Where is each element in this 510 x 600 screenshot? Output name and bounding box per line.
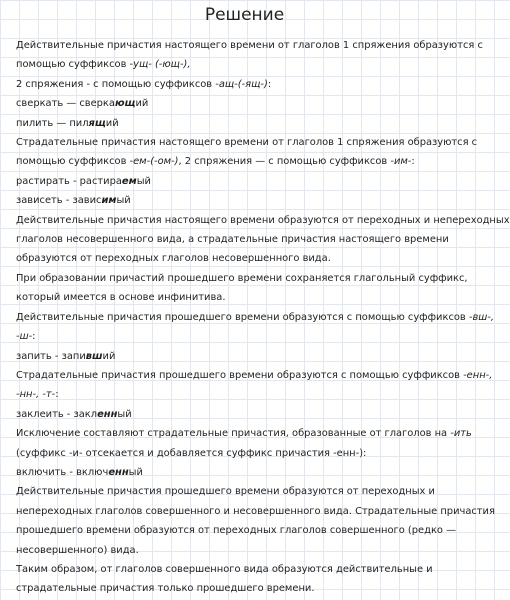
text-segment: Действительные причастия настоящего времени от глаголов 1 спряжения образуются с [16, 40, 483, 51]
text-segment: : [267, 78, 272, 90]
text-segment: Страдательные причастия настоящего времени от глаголов 1 спряжения образуются с [16, 137, 478, 149]
text-line [16, 463, 483, 482]
text-line [16, 521, 483, 540]
text-segment: прошедшего времени образуются от переходных глаголов совершенного (редко — [16, 525, 456, 537]
text-line [16, 579, 483, 598]
text-segment: растирать - растира [16, 175, 122, 187]
text-line [16, 424, 483, 443]
text-segment: Таким образом, от глаголов совершенного вида образуются действительные и [16, 563, 433, 575]
text-segment: заклеить - закл [16, 408, 98, 420]
text-segment: Страдательные причастия прошедшего времени образуются с помощью суффиксов [16, 369, 464, 381]
solution-text [0, 30, 510, 599]
text-line [16, 191, 483, 210]
suffix-italic: -им- [390, 156, 412, 168]
text-line [16, 172, 483, 191]
text-segment: Действительные причастия прошедшего времени образуются с помощью суффиксов [16, 311, 469, 323]
text-segment: помощью суффиксов [16, 156, 130, 168]
suffix-highlight: ем [121, 175, 137, 187]
text-line [16, 366, 493, 385]
text-segment: Исключение составляют страдательные причастия, образованные от глаголов на [16, 428, 451, 440]
text-line [16, 385, 483, 404]
suffix-highlight: ящ [88, 117, 106, 129]
text-segment: включить - включ [16, 466, 109, 478]
text-line [16, 502, 495, 521]
suffix-italic: -енн-, [463, 369, 493, 381]
text-line [16, 444, 483, 463]
suffix-highlight: енн [108, 466, 129, 478]
text-line [16, 288, 483, 307]
text-segment: ый [116, 195, 131, 207]
text-segment: При образовании причастий прошедшего времени сохраняется глагольный суффикс, [16, 272, 468, 284]
suffix-highlight: енн [97, 408, 118, 420]
text-line [16, 482, 483, 501]
text-segment: запить - запи [16, 350, 86, 362]
text-line [16, 94, 483, 113]
text-segment: ий [135, 98, 149, 110]
suffix-italic: -ш- [16, 331, 33, 343]
text-line [16, 269, 483, 288]
text-line [16, 133, 483, 152]
text-segment: ый [136, 175, 151, 187]
suffix-italic: -нн-, -т- [16, 389, 56, 401]
text-segment: , 2 спряжения — с помощью суффиксов [178, 156, 391, 168]
suffix-italic: -ем-(-ом-) [129, 156, 179, 168]
text-line [16, 114, 483, 133]
text-segment: Действительные причастия настоящего времени образуются от переходных и непереходных [16, 214, 510, 226]
suffix-italic: -ущ- (-ющ-), [129, 59, 191, 71]
text-segment: : [55, 389, 59, 401]
text-segment: : [411, 156, 415, 168]
text-segment: Действительные причастия прошедшего времени образуются от переходных и [16, 486, 435, 498]
text-segment: глаголов несовершенного вида, а страдательные причастия настоящего времени [16, 234, 449, 246]
text-line [16, 541, 483, 560]
text-segment: зависеть - завис [16, 195, 102, 207]
suffix-highlight: вш [85, 350, 103, 362]
text-line [16, 249, 483, 268]
text-segment: : [32, 331, 36, 343]
text-segment: ий [105, 117, 119, 129]
text-line [16, 211, 510, 230]
text-line [16, 327, 483, 346]
text-segment: 2 спряжения - с помощью суффиксов [16, 78, 216, 90]
suffix-highlight: ющ [114, 98, 136, 110]
text-line [16, 55, 483, 74]
text-segment: образуются от переходных глаголов несовершенного вида. [16, 253, 331, 265]
page-title: Решение [204, 5, 285, 25]
text-segment: несовершенного) вида. [16, 544, 139, 556]
text-segment: сверкать — сверка [16, 98, 115, 110]
text-segment: помощью суффиксов [16, 59, 130, 71]
text-segment: который имеется в основе инфинитива. [16, 292, 226, 304]
suffix-highlight: им [101, 195, 117, 207]
text-segment: страдательные причастия только прошедшего времени. [16, 583, 315, 595]
text-line [16, 36, 483, 55]
text-segment: ий [102, 350, 116, 362]
text-line [16, 230, 483, 249]
text-line [16, 308, 494, 327]
text-line [16, 75, 483, 94]
text-line [16, 152, 483, 171]
suffix-italic: -ащ-(-ящ-) [215, 78, 268, 90]
text-line [16, 347, 483, 366]
suffix-italic: -вш-, [468, 311, 494, 323]
text-segment: непереходных глаголов совершенного и несовершенного вида. Страдательные причастия [16, 505, 495, 517]
text-segment: пилить — пил [16, 117, 89, 129]
text-line [16, 560, 483, 579]
text-segment: (суффикс -и- отсекается и добавляется суффикс причастия -енн-): [16, 447, 367, 459]
text-segment: ый [117, 408, 132, 420]
text-segment: ый [128, 466, 143, 478]
suffix-italic: -ить [450, 428, 472, 440]
text-line [16, 405, 483, 424]
